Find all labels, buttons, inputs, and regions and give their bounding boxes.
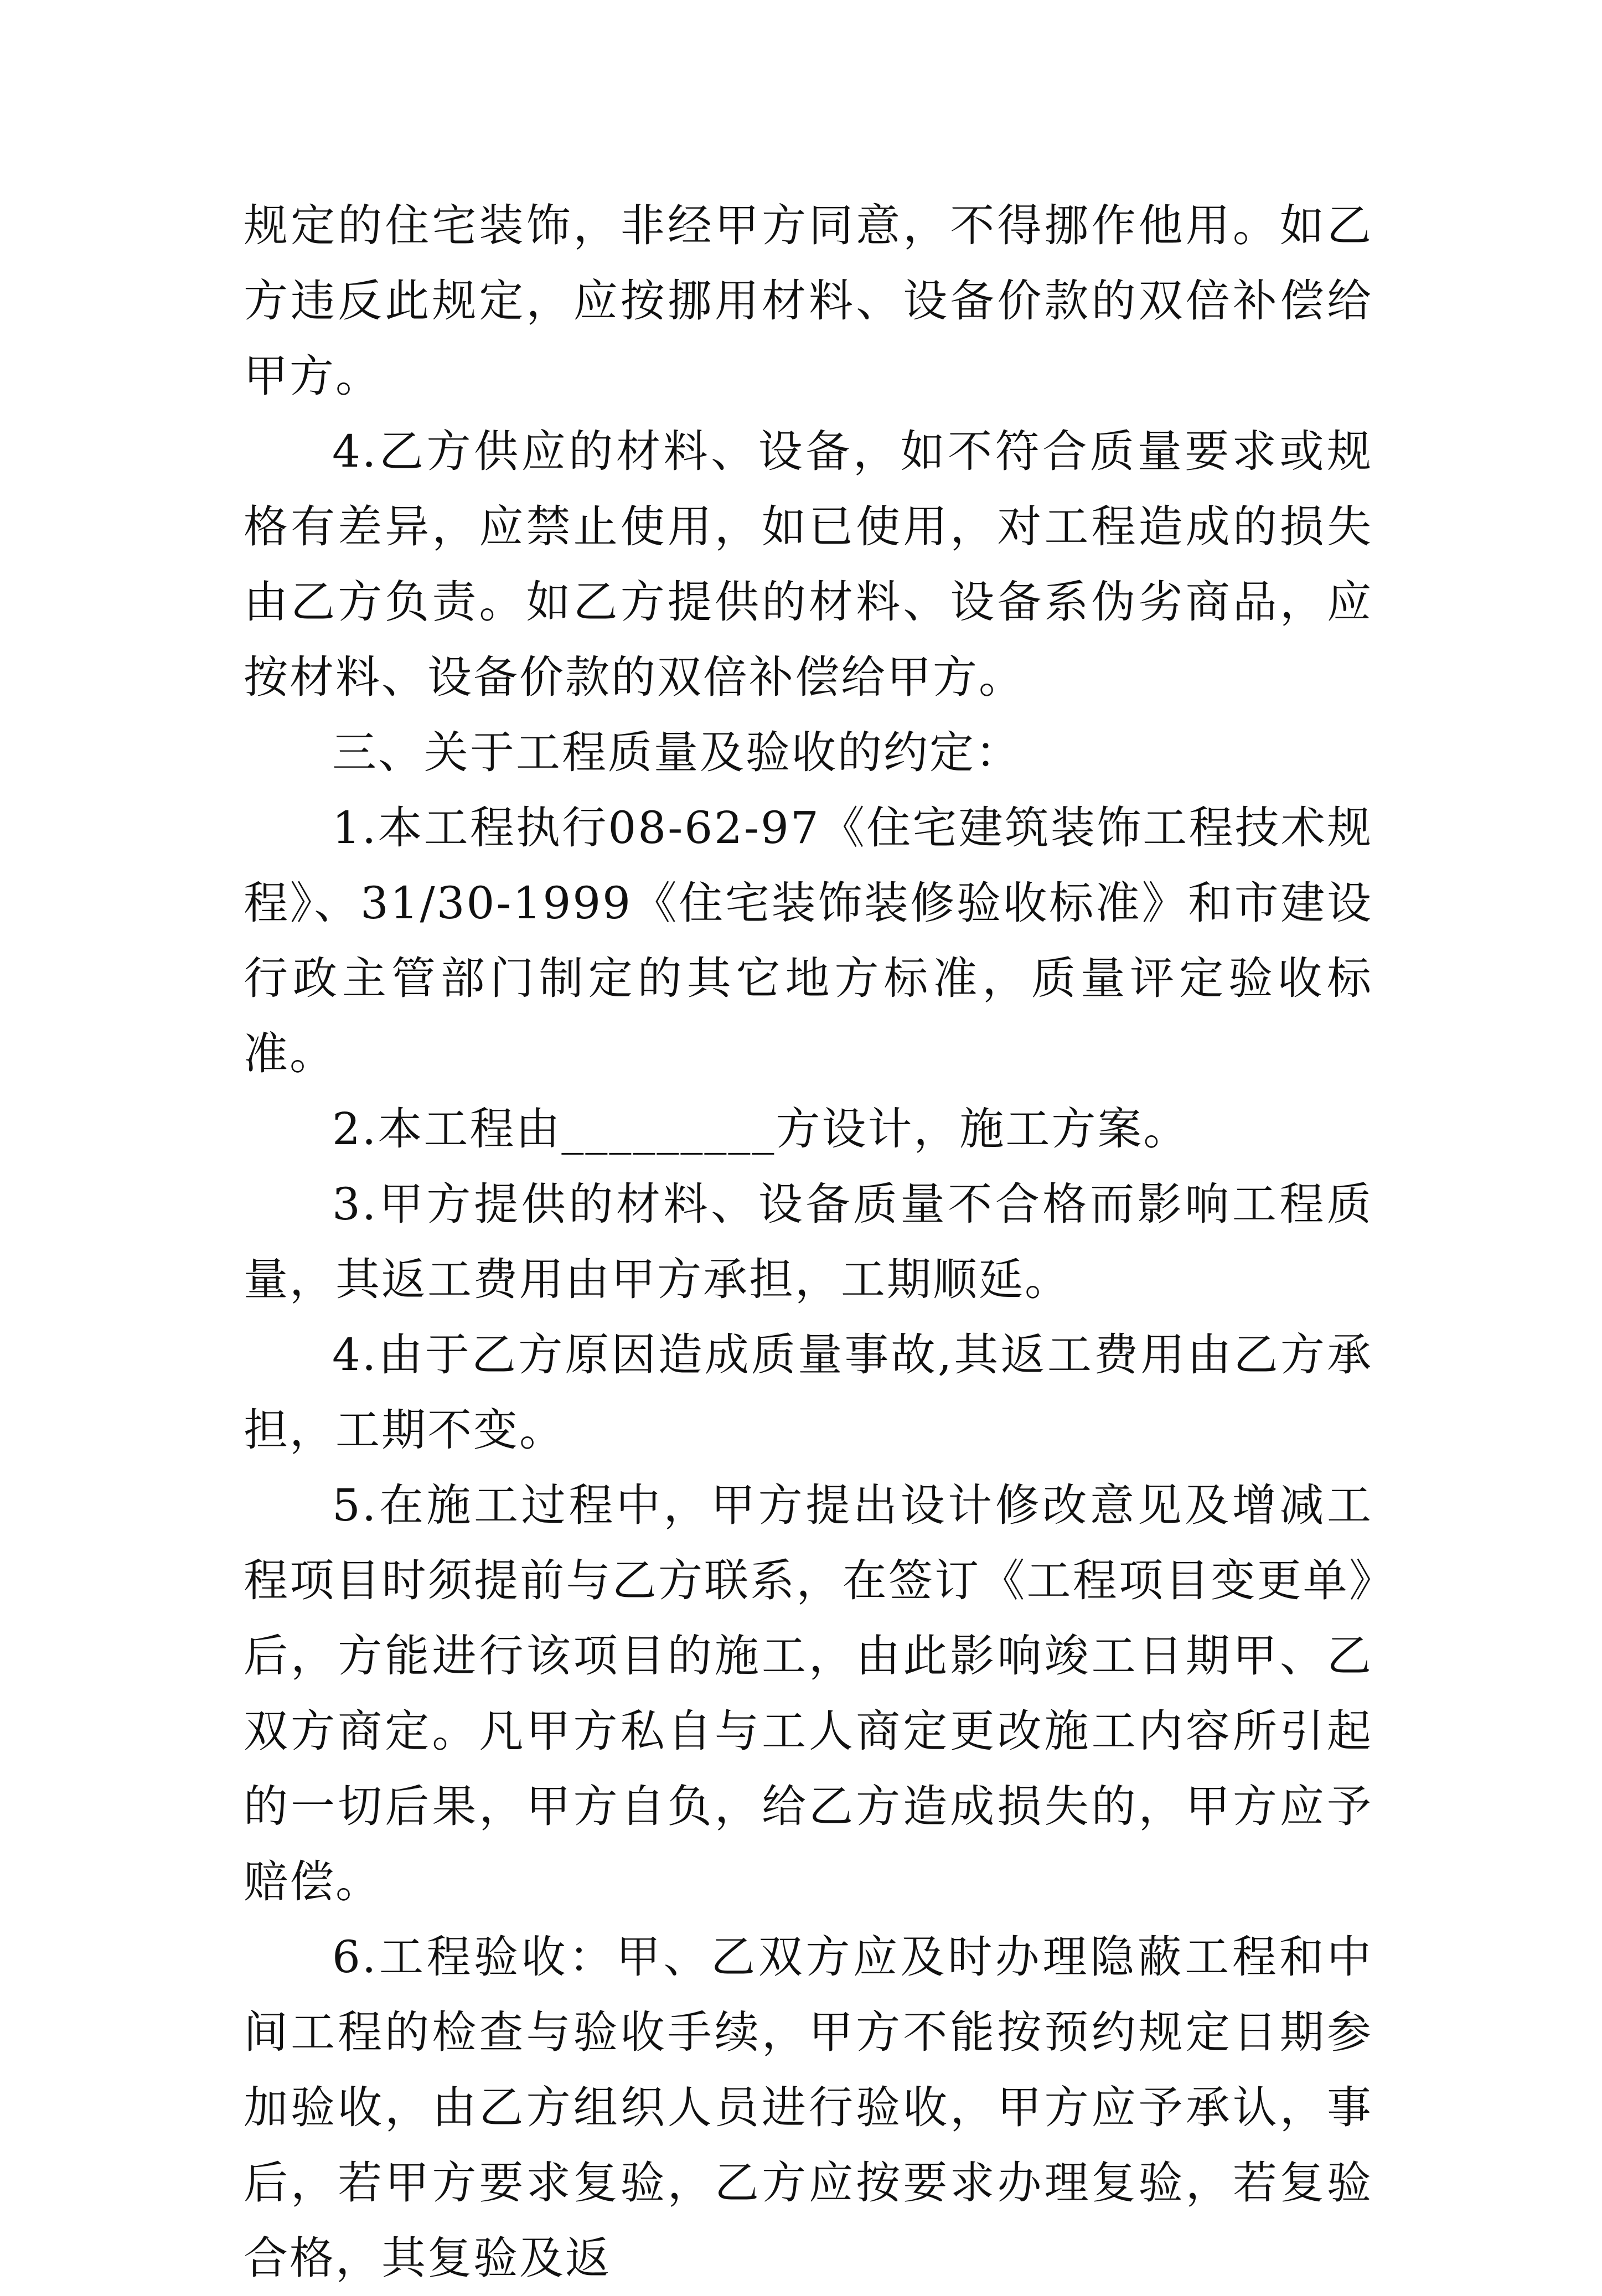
paragraph-clause-3-3: 3.甲方提供的材料、设备质量不合格而影响工程质量，其返工费用由甲方承担，工期顺延。 (244, 1178, 1373, 1305)
paragraph-clause-3-4: 4.由于乙方原因造成质量事故,其返工费用由乙方承担，工期不变。 (244, 1329, 1373, 1456)
paragraph-continued: 规定的住宅装饰，非经甲方同意，不得挪作他用。如乙方违反此规定，应按挪用材料、设备价款的双倍补偿给甲方。 (244, 200, 1373, 402)
paragraph-clause-3-5: 5.在施工过程中，甲方提出设计修改意见及增减工程项目时须提前与乙方联系，在签订《工程项目变更单》后，方能进行该项目的施工，由此影响竣工日期甲、乙双方商定。凡甲方私自与工人商定更改施工内容所引起的一切后果，甲方自负，给乙方造成损失的，甲方应予赔偿。 (244, 1480, 1373, 1907)
paragraph-clause-3-1: 1.本工程执行08-62-97《住宅建筑装饰工程技术规程》、31/30-1999《住宅装饰装修验收标准》和市建设行政主管部门制定的其它地方标准，质量评定验收标准。 (244, 802, 1373, 1079)
document-body (244, 188, 1373, 2296)
paragraph-clause-3-2: 2.本工程由_________方设计，施工方案。 (332, 1103, 1190, 1155)
paragraph-clause-3-6: 6.工程验收：甲、乙双方应及时办理隐蔽工程和中间工程的检查与验收手续，甲方不能按预约规定日期参加验收，由乙方组织人员进行验收，甲方应予承认，事后，若甲方要求复验，乙方应按要求办理复验，若复验合格，其复验及返 (244, 1931, 1373, 2284)
paragraph-clause-2-4: 4.乙方供应的材料、设备，如不符合质量要求或规格有差异，应禁止使用，如已使用，对工程造成的损失由乙方负责。如乙方提供的材料、设备系伪劣商品，应按材料、设备价款的双倍补偿给甲方。 (244, 426, 1373, 703)
section-heading-3: 三、关于工程质量及验收的约定： (332, 727, 1021, 778)
